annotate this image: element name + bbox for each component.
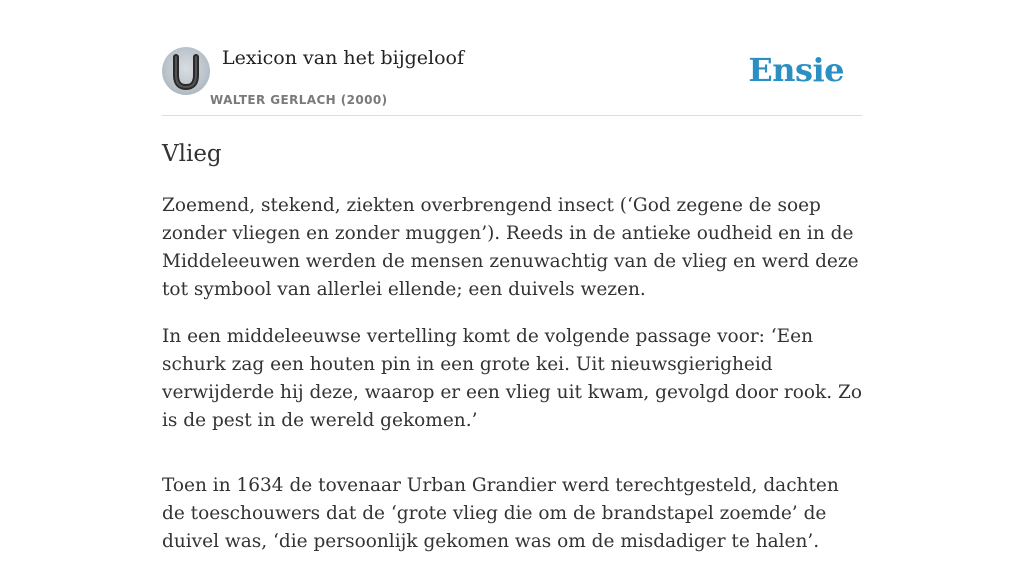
entry-paragraph: Zoemend, stekend, ziekten overbrengend insect (‘God zegene de soep zonder vliegen en zonder muggen’). Reeds in de antieke oudheid en in de Middeleeuwen werden de mensen zenuwachtig van de vlieg en werd deze tot symbool van allerlei ellende; een duivels wezen.: [162, 195, 859, 300]
entry-body: [162, 192, 862, 575]
entry-title: Vlieg: [162, 141, 222, 167]
brand-logo[interactable]: Ensie: [748, 51, 844, 89]
entry-paragraph: In een middeleeuwse vertelling komt de volgende passage voor: ‘Een schurk zag een houten pin in een grote kei. Uit nieuwsgierigheid verwijderde hij deze, waarop er een vlieg uit kwam, gevolgd door rook. Zo is de pest in de wereld gekomen.’: [162, 326, 862, 431]
horseshoe-icon: [162, 47, 210, 95]
entry-paragraph: Toen in 1634 de tovenaar Urban Grandier werd terechtgesteld, dachten de toeschouwers dat de ‘grote vlieg die om de brandstapel zoemde’ de duivel was, ‘die persoonlijk gekomen was om de misdadiger te halen’.: [162, 475, 839, 552]
book-avatar[interactable]: [162, 47, 210, 95]
header: [162, 46, 862, 116]
book-author: WALTER GERLACH (2000): [210, 93, 388, 107]
book-title[interactable]: Lexicon van het bijgeloof: [222, 47, 465, 69]
